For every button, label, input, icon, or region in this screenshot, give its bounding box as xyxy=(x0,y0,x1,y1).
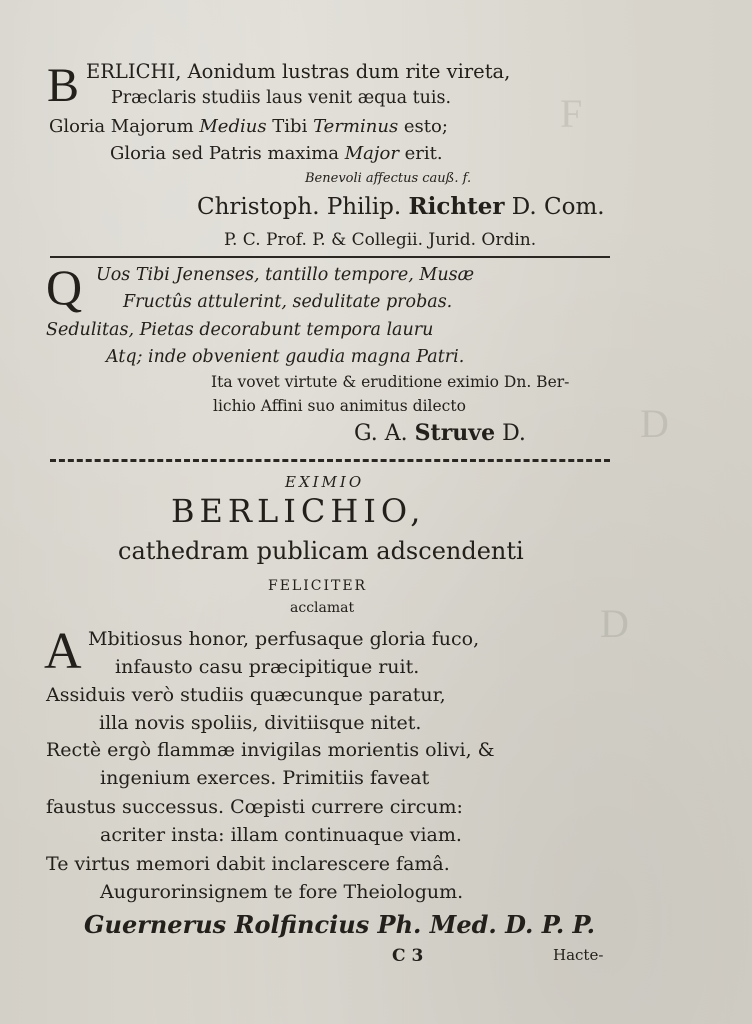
heading-eximio: EXIMIO xyxy=(285,473,365,491)
bleed-through-texture-2: D xyxy=(640,401,669,446)
poem3-line9: Te virtus memori dabit inclarescere famâ. xyxy=(46,853,450,875)
poem2-line1: Uos Tibi Jenenses, tantillo tempore, Musæ xyxy=(96,265,475,285)
poem3-line1: Mbitiosus honor, perfusaque gloria fuco, xyxy=(88,628,480,650)
poem3-line5: Rectè ergò flammæ invigilas morientis olivi, & xyxy=(46,739,495,761)
heading-berlichio: BERLICHIO, xyxy=(171,492,426,530)
poem1-line3: Gloria Majorum Medius Tibi Terminus esto; xyxy=(49,116,448,137)
poem3-line2: infausto casu præcipitique ruit. xyxy=(115,656,420,678)
dropcap-a: A xyxy=(44,623,82,680)
poem3-line3: Assiduis verò studiis quæcunque paratur, xyxy=(46,684,446,706)
poem3-line10: Augurorinsignem te fore Theiologum. xyxy=(100,881,464,903)
poem1-signature: Christoph. Philip. Richter D. Com. xyxy=(197,193,605,220)
poem1-line2: Præclaris studiis laus venit æqua tuis. xyxy=(111,88,452,108)
dropcap-b: B xyxy=(47,59,80,112)
poem2-prose1: Ita vovet virtute & eruditione eximio Dn. Ber- xyxy=(211,373,570,391)
poem2-prose2: lichio Affini suo animitus dilecto xyxy=(213,397,466,415)
signature-mark: C 3 xyxy=(392,946,424,966)
poem1-dedication: Benevoli affectus cauß. f. xyxy=(305,171,472,186)
heading-acclamat: acclamat xyxy=(290,600,355,616)
bleed-through-texture: F xyxy=(560,91,583,136)
heading-cathedram: cathedram publicam adscendenti xyxy=(118,537,524,565)
poem1-line1: ERLICHI, Aonidum lustras dum rite vireta, xyxy=(86,60,511,83)
bleed-through-texture-3: D xyxy=(600,601,629,646)
dropcap-q: Q xyxy=(46,259,83,315)
divider-rule-2 xyxy=(50,459,610,462)
poem2-line2: Fructûs attulerint, sedulitate probas. xyxy=(123,292,453,312)
poem1-author-title: P. C. Prof. P. & Collegii. Jurid. Ordin. xyxy=(224,230,537,250)
poem3-line8: acriter insta: illam continuaque viam. xyxy=(100,824,462,846)
poem3-line4: illa novis spoliis, divitiisque nitet. xyxy=(99,712,422,734)
divider-rule-1 xyxy=(50,256,610,258)
heading-feliciter: FELICITER xyxy=(268,578,368,594)
poem3-line7: faustus successus. Cœpisti currere circum: xyxy=(46,796,463,818)
poem1-line4: Gloria sed Patris maxima Major erit. xyxy=(110,143,443,164)
poem2-signature: G. A. Struve D. xyxy=(354,420,526,446)
catchword: Hacte- xyxy=(553,946,604,964)
poem2-line3: Sedulitas, Pietas decorabunt tempora lauru xyxy=(46,320,434,340)
poem2-line4: Atq; inde obvenient gaudia magna Patri. xyxy=(106,347,465,367)
poem3-line6: ingenium exerces. Primitiis faveat xyxy=(100,767,430,789)
poem3-signature: Guernerus Rolfincius Ph. Med. D. P. P. xyxy=(84,910,595,939)
